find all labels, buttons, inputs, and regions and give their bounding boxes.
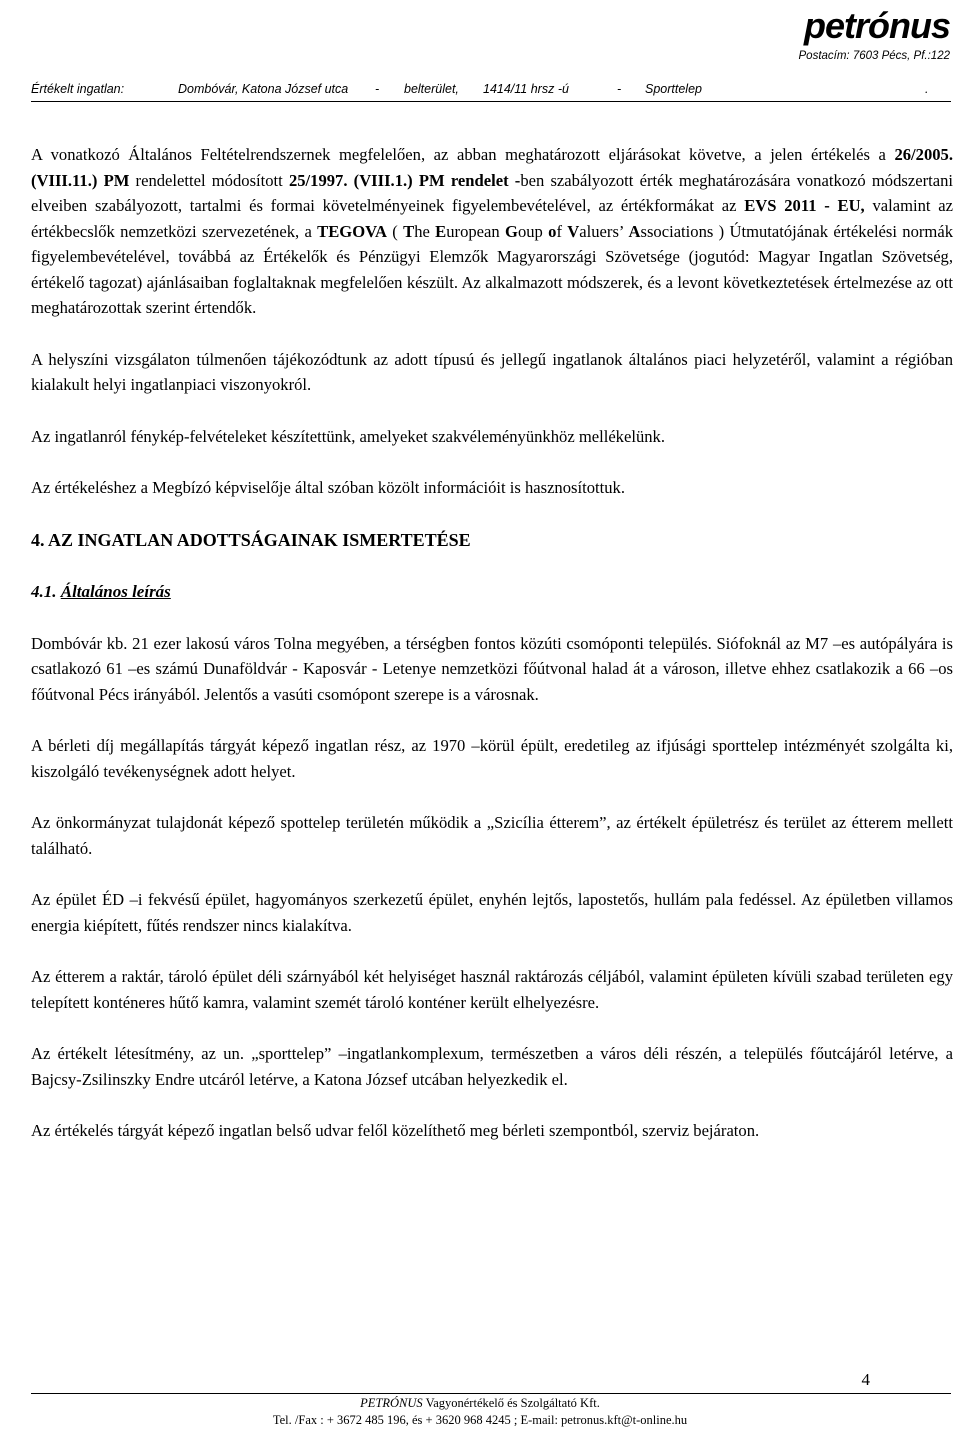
paragraph-restaurant: Az önkormányzat tulajdonát képező spottelep területén működik a „Szicília étterem”, az értékelt épületrész és terület az étterem mellett található.	[31, 813, 953, 858]
footer-divider	[31, 1393, 951, 1394]
logo-wordmark: petrónus	[803, 5, 950, 46]
header-area: belterület,	[404, 82, 459, 96]
paragraph-market-research: A helyszíni vizsgálaton túlmenően tájékozódtunk az adott típusú és jellegű ingatlanok általános piaci helyzetéről, valamint a régióban kialakult helyi ingatlanpiaci viszonyokról.	[31, 349, 953, 394]
paragraph-building: Az épület ÉD –i fekvésű épület, hagyományos szerkezetű épület, enyhén lejtős, lapostetős, hullám pala fedéssel. Az épületben villamos energia kiépített, fűtés rendszer nincs kialakítva.	[31, 890, 953, 935]
header-end: .	[925, 82, 929, 96]
page-number: 4	[861, 1370, 870, 1389]
paragraph-rental-property: A bérleti díj megállapítás tárgyát képező ingatlan rész, az 1970 –körül épült, eredetileg az ifjúsági sporttelep intézményét szolgálta ki, kiszolgáló tevékenységnek adott helyet.	[31, 736, 953, 781]
footer-company: PETRÓNUS Vagyonértékelő és Szolgáltató Kft.	[360, 1396, 600, 1410]
company-logo	[780, 6, 950, 70]
paragraph-storage: Az étterem a raktár, tároló épület déli szárnyából két helyiséget használ raktározás céljából, valamint épületen kívüli szabad területen egy telepített konténeres hűtő kamra, valamint szemét tároló konténer került elhelyezésre.	[31, 967, 953, 1012]
paragraph-location: Az értékelt létesítmény, az un. „sporttelep” –ingatlankomplexum, természetben a város déli részén, a település főutcájáról letérve, a Bajcsy-Zsilinszky Endre utcáról letérve, a Katona József utcában helyezkedik el.	[31, 1044, 953, 1089]
header-divider	[31, 101, 951, 102]
header-address: Dombóvár, Katona József utca	[178, 82, 349, 96]
page-footer	[0, 1395, 960, 1429]
paragraph-town-description: Dombóvár kb. 21 ezer lakosú város Tolna megyében, a térségben fontos közúti csomóponti település. Siófoknál az M7 –es autópályára is csatlakozó 61 –es számú Dunaföldvár - Kaposvár - Letenye nemzetközi főútvonal halad át a városon, illetve ehhez csatlakozik a 66 –os főútvonal Pécs irányából. Jelentős a vasúti csomópont szerepe is a városnak.	[31, 633, 953, 704]
logo-postal-address: Postacím: 7603 Pécs, Pf.:122	[798, 50, 950, 62]
footer-contact: Tel. /Fax : + 3672 485 196, és + 3620 968 4245 ; E-mail: petronus.kft@t-online.hu	[272, 1413, 688, 1427]
paragraph-access: Az értékelés tárgyát képező ingatlan belső udvar felől közelíthető meg bérleti szempontból, szerviz bejáraton.	[31, 1121, 760, 1140]
header-separator-1: -	[375, 82, 380, 96]
running-header	[31, 82, 931, 102]
header-property-type: Sporttelep	[645, 82, 702, 96]
header-lot-number: 1414/11 hrsz -ú	[483, 82, 569, 96]
header-label: Értékelt ingatlan:	[31, 82, 125, 96]
paragraph-photos: Az ingatlanról fénykép-felvételeket készítettünk, amelyeket szakvéleményünkhöz mellékelünk.	[31, 426, 665, 446]
header-separator-2: -	[617, 82, 622, 96]
paragraph-methodology: A vonatkozó Általános Feltételrendszernek megfelelően, az abban meghatározott eljárásokat követve, a jelen értékelés a 26/2005. (VIII.11.) PM rendelettel módosított 25/1997. (VIII.1.) PM rendelet -ben szabályozott érték meghatározására vonatkozó módszertani elveiben szabályozott, tartalmi és formai követelményeinek figyelembevételével, az értékformákat az EVS 2011 - EU, valamint az értékbecslők nemzetközi szervezetének, a TEGOVA ( The European Goup of Valuers’ Associations ) Útmutatójának értékelési normák figyelembevételével, továbbá az Értékelők és Pénzügyi Elemzők Magyarországi Szövetsége (jogutód: Magyar Ingatlan Szövetség, értékelő tagozat) ajánlásaiban foglaltaknak megfelelően készült. Az alkalmazott módszerek, és a levont következtetések értelmezése az ott meghatározottak szerint értendők.	[31, 145, 953, 317]
subsection-heading: 4.1. Általános leírás	[31, 581, 171, 601]
page-body	[31, 142, 953, 1144]
section-heading: 4. AZ INGATLAN ADOTTSÁGAINAK ISMERTETÉSE	[31, 529, 471, 550]
paragraph-client-info: Az értékeléshez a Megbízó képviselője által szóban közölt információit is hasznosítottuk.	[31, 478, 625, 497]
